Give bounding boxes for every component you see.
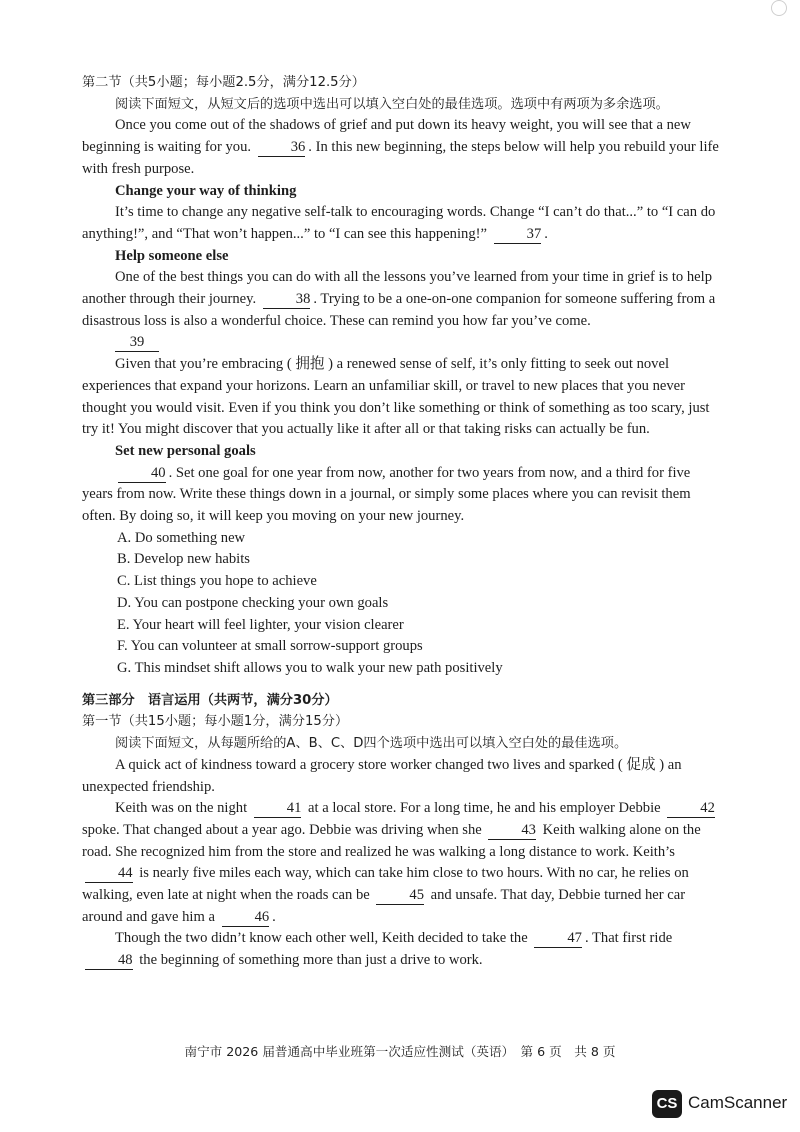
blank-43: 43 — [488, 822, 536, 840]
option-e: E. Your heart will feel lighter, your vision clearer — [117, 616, 404, 633]
page-footer: 南宁市 2026 届普通高中毕业班第一次适应性测试（英语） 第 6 页 共 8 页 — [184, 1044, 616, 1059]
option-c: C. List things you hope to achieve — [117, 573, 317, 590]
blank-41: 41 — [254, 800, 302, 818]
corner-circle-icon — [771, 0, 787, 16]
blank-39: 39 — [115, 334, 159, 352]
part3-instruction: 阅读下面短文，从每题所给的A、B、C、D四个选项中选出可以填入空白处的最佳选项。 — [115, 736, 628, 752]
part3-section1-title: 第一节（共15小题；每小题1分，满分15分） — [82, 714, 349, 730]
option-a: A. Do something new — [117, 529, 246, 546]
option-d: D. You can postpone checking your own goals — [117, 594, 389, 611]
blank-45: 45 — [376, 887, 424, 905]
blank-48: 48 — [85, 952, 133, 970]
blank-38: 38 — [263, 291, 311, 309]
blank-37: 37 — [494, 226, 542, 244]
blank-46: 46 — [222, 909, 270, 927]
passage-paragraph-3: One of the best things you can do with all the lessons you’ve learned from your time in grief is to help another through their journey. 38 . Trying to be a one-on-one companion for someone suffering from a disastrous loss is also a wonderful choice. These can remind you how far you’ve come. — [82, 269, 716, 329]
heading-help-someone: Help someone else — [115, 247, 229, 264]
blank-47: 47 — [534, 930, 582, 948]
section2-title: 第二节（共5小题；每小题2.5分，满分12.5分） — [82, 75, 365, 90]
heading-change-thinking: Change your way of thinking — [115, 182, 297, 199]
exam-page — [82, 72, 722, 972]
passage-paragraph-1: Once you come out of the shadows of grief and put down its heavy weight, you will see that a new beginning is waiting for you. 36 . In this new beginning, the steps below will help you rebuild your life with fresh purpose. — [82, 117, 719, 177]
part3-title: 第三部分 语言运用（共两节，满分30分） — [82, 692, 338, 708]
option-g: G. This mindset shift allows you to walk your new path positively — [117, 659, 503, 676]
passage-paragraph-4: Given that you’re embracing ( 拥抱 ) a renewed sense of self, it’s only fitting to seek out novel experiences that expand your horizons. Learn an unfamiliar skill, or travel to new places that you never thought you would visit. Even if you think you don’t like something or think of something as too scary, just try it! You might discover that you actually like it after all or that taking risks can actually be fun. — [82, 356, 710, 438]
camscanner-logo-icon: CS — [652, 1090, 682, 1118]
cloze-paragraph-1: A quick act of kindness toward a grocery store worker changed two lives and sparked ( 促成 ) an unexpected friendship. — [82, 756, 682, 795]
heading-blank-39 — [82, 332, 722, 354]
camscanner-watermark: CamScanner — [688, 1093, 788, 1112]
section2-instruction: 阅读下面短文，从短文后的选项中选出可以填入空白处的最佳选项。选项中有两项为多余选项。 — [115, 96, 669, 112]
passage-paragraph-2: It’s time to change any negative self-talk to encouraging words. Change “I can’t do that...” to “I can do anything!”, and “That won’t happen...” to “I can see this happening!” 37 . — [82, 204, 716, 242]
cloze-paragraph-2: Keith was on the night 41 at a local store. For a long time, he and his employer Debbie 42 spoke. That changed about a year ago. Debbie was driving when she 43 Keith walking alone on the road. She recognized him from the store and realized he was walking a long distance to work. Keith’s 44 is nearly five miles each way, which can take him close to two hours. With no car, he relies on walking, even late at night when the roads can be 45 and unsafe. That day, Debbie turned her car around and gave him a 46 . — [82, 800, 715, 925]
blank-40: 40 — [118, 465, 166, 483]
option-f: F. You can volunteer at small sorrow-support groups — [117, 638, 423, 655]
blank-42: 42 — [667, 800, 715, 818]
blank-36: 36 — [258, 139, 306, 157]
passage-paragraph-5: 40 . Set one goal for one year from now, another for two years from now, and a third for five years from now. Write these things down in a journal, or simply some places where you can revisit them often. By doing so, it will keep you moving on your new journey. — [82, 464, 691, 525]
cloze-paragraph-3: Though the two didn’t know each other well, Keith decided to take the 47 . That first ride 48 the beginning of something more than just a drive to work. — [82, 928, 722, 971]
blank-44: 44 — [85, 865, 133, 883]
option-b: B. Develop new habits — [117, 551, 250, 568]
heading-set-goals: Set new personal goals — [115, 442, 256, 459]
